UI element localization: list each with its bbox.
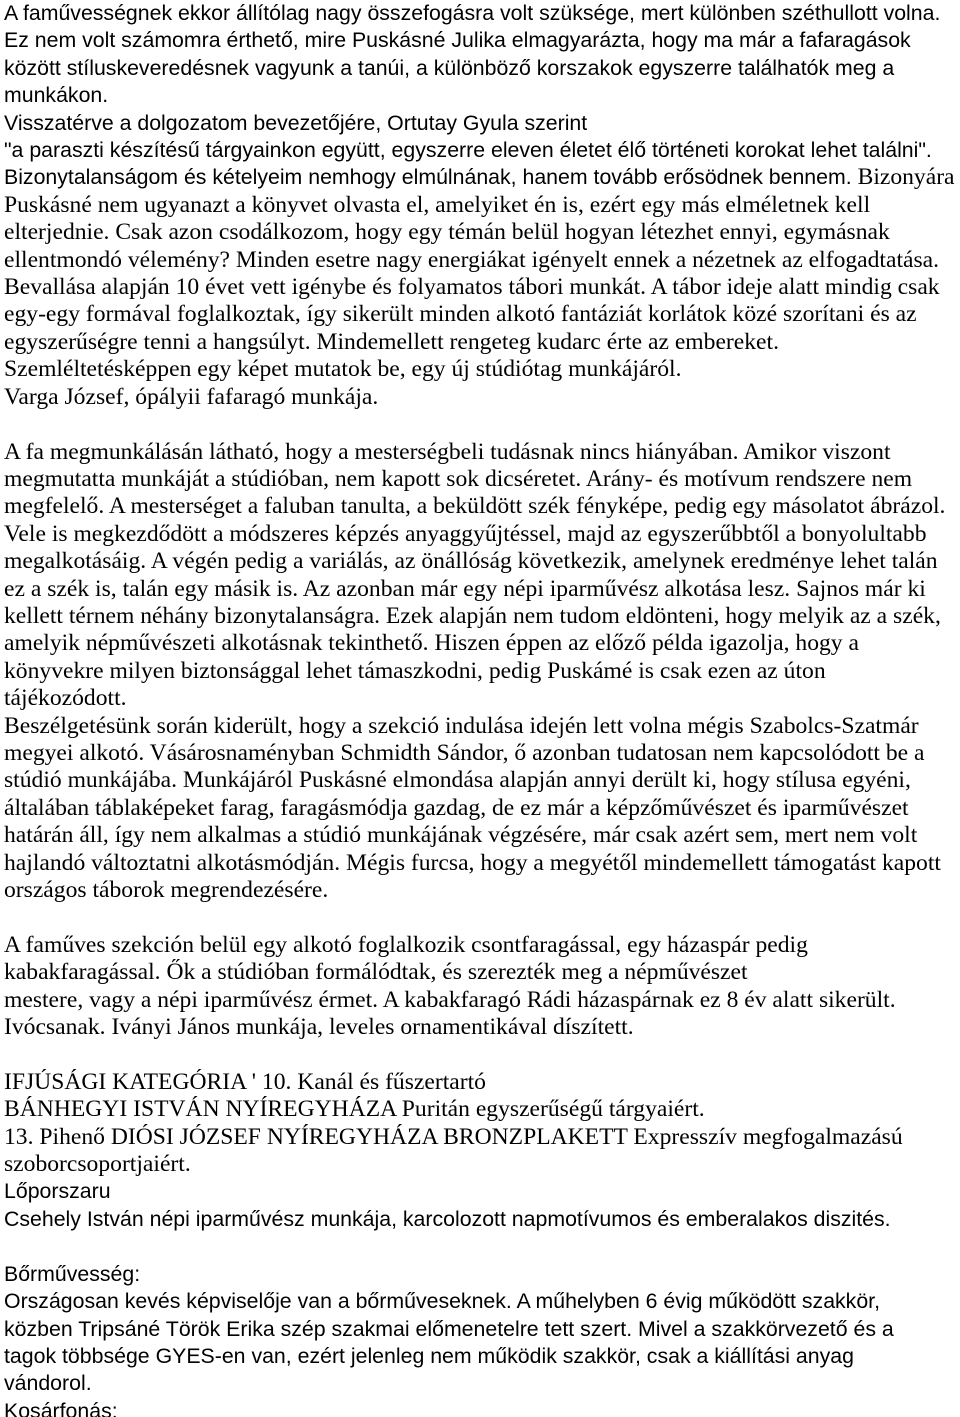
text-line: A faműves szekción belül egy alkotó foglalkozik csontfaragással, egy házaspár pedig: [4, 931, 808, 958]
award-line: 13. Pihenő DIÓSI JÓZSEF NYÍREGYHÁZA BRONZPLAKETT Expresszív megfogalmazású: [4, 1123, 903, 1150]
text-line: mestere, vagy a népi iparművész érmet. A kabakfaragó Rádi házaspárnak ez 8 év alatt sikerült.: [4, 986, 896, 1013]
section-heading-basketry: Kosárfonás:: [4, 1398, 118, 1417]
text-line: Ez nem volt számomra érthető, mire Puskásné Julika elmagyarázta, hogy ma már a fafaragások: [4, 28, 911, 53]
text-line: vándorol.: [4, 1371, 92, 1396]
text-line: Visszatérve a dolgozatom bevezetőjére, Ortutay Gyula szerint: [4, 110, 588, 135]
text-line: megyei alkotó. Vásárosnaményban Schmidth Sándor, ő azonban tudatosan nem kapcsolódott be a: [4, 739, 925, 766]
text-line: megalkotásáig. A végén pedig a variálás, az önállóság következik, amelynek eredménye lehet talán: [4, 548, 938, 575]
award-line: IFJÚSÁGI KATEGÓRIA ' 10. Kanál és fűszertartó: [4, 1068, 486, 1095]
text-line: határán áll, így nem alkalmas a stúdió munkájának végzésére, már csak azért sem, mert nem volt: [4, 822, 918, 849]
text-line: tájékozódott.: [4, 685, 127, 712]
paragraph-spacer: [0, 1041, 960, 1068]
text-line: munkákon.: [4, 83, 109, 108]
text-line: között stíluskeveredésnek vagyunk a tanúi, a különböző korszakok egyszerre találhatók meg a: [4, 55, 895, 80]
text-line: A fa megmunkálásán látható, hogy a mesterségbeli tudásnak nincs hiányában. Amikor viszont: [4, 438, 891, 465]
text-segment: Bizonytalanságom és kételyeim nemhogy elmúlnának, hanem tovább erősödnek bennem.: [4, 165, 852, 190]
text-line: közben Tripsáné Török Erika szép szakmai előmenetelre tett szert. Mivel a szakkörvezető és a: [4, 1316, 894, 1341]
text-line: Puskásné nem ugyanazt a könyvet olvasta el, amelyiket én is, ezért egy más elméletnek kell: [4, 191, 871, 218]
text-line: ez a szék is, talán egy másik is. Az azonban már egy népi iparművész alkotása lesz. Sajnos már ki: [4, 575, 926, 602]
text-line: hajlandó változtatni alkotásmódján. Mégis furcsa, hogy a megyétől mindemellett támogatást kapott: [4, 849, 941, 876]
text-line: Beszélgetésünk során kiderült, hogy a szekció indulása idején lett volna mégis Szabolcs-Szatmár: [4, 712, 919, 739]
image-caption: Varga József, ópályii fafaragó munkája.: [4, 383, 379, 410]
quotation-line: "a paraszti készítésű tárgyainkon együtt, egyszerre eleven életet élő történeti korokat lehet találni".: [4, 138, 932, 163]
text-segment: Bizonyára: [857, 164, 955, 191]
text-line: Vele is megkezdődött a módszeres képzés anyaggyűjtéssel, majd az egyszerűbbtől a bonyolultabb: [4, 520, 927, 547]
paragraph-spacer: [0, 904, 960, 931]
text-line: stúdió munkájába. Munkájáról Puskásné elmondása alapján annyi derült ki, hogy stílusa egyéni,: [4, 767, 911, 794]
text-line: egy-egy formával foglalkoztak, így sikerült minden alkotó fantáziát korlátok közé szorítani és az: [4, 301, 917, 328]
paragraph-spacer: [0, 1233, 960, 1260]
text-line: egyszerűségre tenni a hangsúlyt. Mindemellett rengeteg kudarc érte az embereket.: [4, 328, 779, 355]
text-line: kellett térnem néhány bizonytalanságra. Ezek alapján nem tudom eldönteni, hogy melyik az a szék,: [4, 602, 941, 629]
image-caption: Ivócsanak. Iványi János munkája, leveles ornamentikával díszített.: [4, 1014, 634, 1041]
text-line: ellentmondó vélemény? Minden esetre nagy energiákat igényelt ennek a nézetnek az elfogadtatása.: [4, 246, 940, 273]
text-line: amelyik népművészeti alkotásnak tekinthető. Hiszen éppen az előző példa igazolja, hogy a: [4, 630, 859, 657]
text-line: országos táborok megrendezésére.: [4, 877, 329, 903]
text-line: könyvekre milyen biztonsággal lehet támaszkodni, pedig Puskámé is csak ezen az úton: [4, 657, 826, 684]
text-line: tagok többsége GYES-en van, ezért jelenleg nem működik szakkör, csak a kiállítási anyag: [4, 1343, 854, 1368]
award-line: szoborcsoportjaiért.: [4, 1151, 191, 1178]
image-caption-title: Lőporszaru: [4, 1179, 111, 1204]
section-heading-leatherwork: Bőrművesség:: [4, 1261, 141, 1286]
text-line: kabakfaragással. Ők a stúdióban formálódtak, és szerezték meg a népművészet: [4, 959, 748, 986]
text-line: A faművességnek ekkor állítólag nagy összefogásra volt szüksége, mert különben széthullott volna.: [4, 1, 941, 25]
text-line: általában táblaképeket farag, faragásmódja gazdag, de ez már a képzőművészet és iparművészet: [4, 794, 909, 821]
paragraph-spacer: [0, 411, 960, 438]
text-line: [0, 164, 960, 191]
text-line: megfelelő. A mesterséget a faluban tanulta, a beküldött szék fényképe, pedig egy másolatot ábrázol.: [4, 493, 946, 520]
text-line: Országosan kevés képviselője van a bőrműveseknek. A műhelyben 6 évig működött szakkör,: [4, 1289, 881, 1314]
text-line: Bevallása alapján 10 évet vett igénybe és folyamatos tábori munkát. A tábor ideje alatt mindig csak: [4, 274, 940, 301]
text-line: elterjednie. Csak azon csodálkozom, hogy egy témán belül hogyan létezhet ennyi, egymásnak: [4, 219, 890, 246]
award-line: BÁNHEGYI ISTVÁN NYÍREGYHÁZA Puritán egyszerűségű tárgyaiért.: [4, 1096, 705, 1123]
text-line: Szemléltetésképpen egy képet mutatok be, egy új stúdiótag munkájáról.: [4, 356, 682, 383]
image-caption: Csehely István népi iparművész munkája, karcolozott napmotívumos és emberalakos diszités.: [4, 1206, 891, 1231]
text-line: megmutatta munkáját a stúdióban, nem kapott sok dicséretet. Arány- és motívum rendszere nem: [4, 465, 913, 492]
